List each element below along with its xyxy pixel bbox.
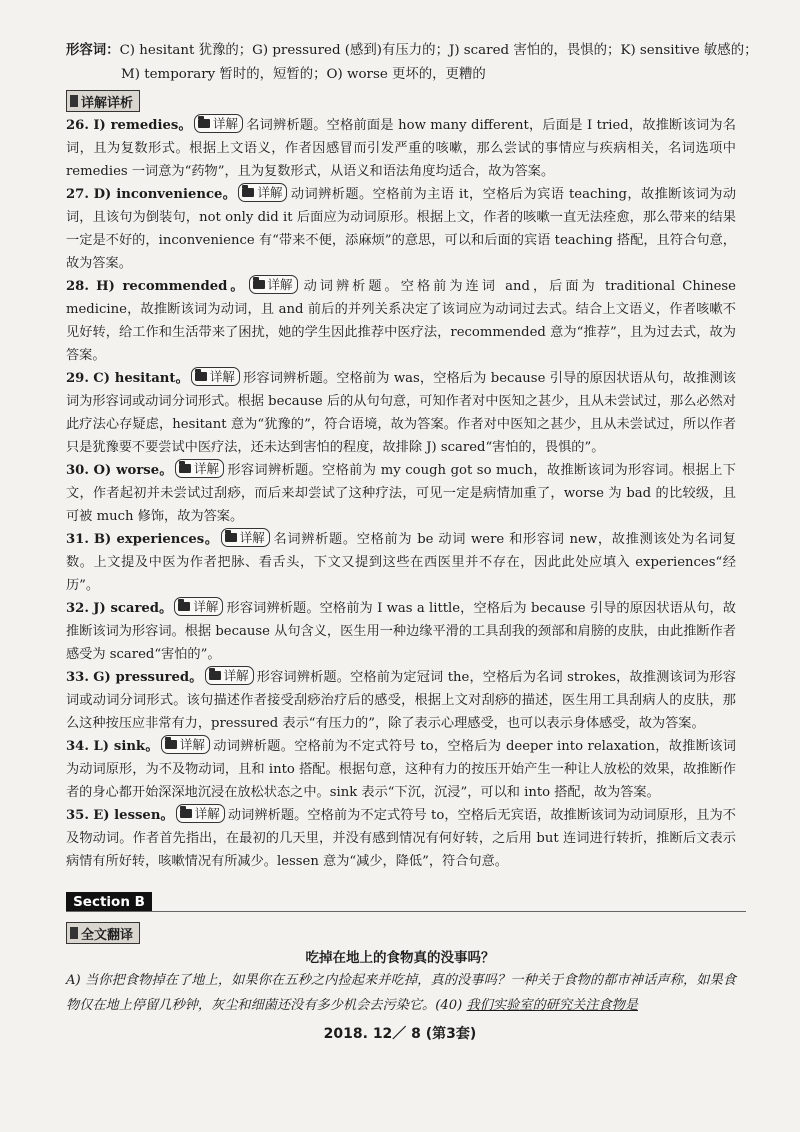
item-explanation: 动词辨析题。空格前为不定式符号 to，空格后为 deeper into relaxation，故推断该词为动词原形，为不及物动词，且和 into 搭配。根据句意，这种有力的按压开始产生一种让人放松的效果，故推断作者的身心都开始深深地沉浸在放松状态之中。sink 表示“下沉，沉浸”，可以和 into 搭配，故为答案。 xyxy=(66,739,736,800)
explanation-item xyxy=(66,735,736,804)
detail-badge-label: 详解 xyxy=(193,599,219,614)
detail-badge xyxy=(174,597,223,616)
detail-badge-label: 详解 xyxy=(239,530,265,545)
item-answer: G) pressured。 xyxy=(93,670,203,685)
translation-paragraph xyxy=(66,968,736,1018)
folder-icon xyxy=(179,464,191,473)
detail-badge xyxy=(175,459,224,478)
item-number: 30. xyxy=(66,463,89,478)
item-answer: B) experiences。 xyxy=(93,532,219,547)
explanation-item xyxy=(66,183,736,275)
detail-badge-label: 详解 xyxy=(179,737,205,752)
explanation-item xyxy=(66,114,736,183)
explanation-item xyxy=(66,666,736,735)
item-explanation: 形容词辨析题。空格前为 was，空格后为 because 引导的原因状语从句，故推测该词为形容词或动词分词形式。根据 because 后的从句句意，可知作者对中医知之甚少，且从未尝试过，那么必然对此疗法心存疑虑，hesitant 意为“犹豫的”，符合语境，故为答案。作者对中医知之甚少，且从未尝试过，所以作者只是犹豫要不要尝试中医疗法，还未达到害怕的程度，故排除 J) scared“害怕的，畏惧的”。 xyxy=(66,371,736,455)
item-number: 33. xyxy=(66,670,89,685)
section-b-heading: Section B xyxy=(66,892,152,912)
detail-badge-label: 详解 xyxy=(193,461,219,476)
item-answer: E) lessen。 xyxy=(93,808,174,823)
adjective-line-2: M) temporary 暂时的，短暂的；O) worse 更坏的，更糟的 xyxy=(121,67,486,82)
folder-icon xyxy=(209,671,221,680)
folder-icon xyxy=(242,188,254,197)
explanation-item xyxy=(66,597,736,666)
detail-badge-label: 详解 xyxy=(209,369,235,384)
item-number: 28. xyxy=(66,279,89,294)
page-footer: 2018. 12／ 8 (第3套) xyxy=(323,1026,477,1042)
folder-icon xyxy=(225,533,237,542)
detail-badge-label: 详解 xyxy=(267,277,293,292)
item-explanation: 动词辨析题。空格前为主语 it，空格后为宾语 teaching，故推断该词为动词，且该句为倒装句，not only did it 后面应为动词原形。根据上文，作者的咳嗽一直无法痊愈，那么带来的结果一定是不好的，inconvenience 有“带来不便，添麻烦”的意思，可以和后面的宾语 teaching 搭配，且符合句意，故为答案。 xyxy=(66,187,737,271)
detail-badge xyxy=(176,804,225,823)
item-number: 29. xyxy=(66,371,89,386)
item-explanation: 名词辨析题。空格前为 be 动词 were 和形容词 new，故推测该处为名词复数。上文提及中医为作者把脉、看舌头，下文又提到这些在西医里并不存在，因此此处应填入 experiences“经历”。 xyxy=(66,532,736,593)
item-number: 31. xyxy=(66,532,89,547)
item-answer: H) recommended。 xyxy=(96,279,247,294)
item-answer: O) worse。 xyxy=(93,463,173,478)
explanation-item xyxy=(66,459,736,528)
item-answer: C) hesitant。 xyxy=(93,371,189,386)
folder-icon xyxy=(178,602,190,611)
item-explanation: 动词辨析题。空格前为连词 and，后面为 traditional Chinese medicine，故推断该词为动词，且 and 前后的并列关系决定了该词应为动词过去式。结合上文语义，作者咳嗽不见好转，给工作和生活带来了困扰，她的学生因此推荐中医疗法，recommended 意为“推荐”，且为过去式，故为答案。 xyxy=(66,279,736,363)
adjective-label: 形容词： xyxy=(66,42,120,58)
explanation-item xyxy=(66,367,736,459)
item-explanation: 动词辨析题。空格前为不定式符号 to，空格后无宾语，故推断该词为动词原形，且为不及物动词。作者首先指出，在最初的几天里，并没有感到情况有何好转，之后用 but 连词进行转折，推断后文表示病情有所好转，咳嗽情况有所减少。lessen 意为“减少，降低”，符合句意。 xyxy=(66,808,736,869)
full-translation-label: 全文翻译 xyxy=(81,927,134,943)
detail-badge xyxy=(191,367,240,386)
folder-icon xyxy=(180,809,192,818)
translation-underlined-text: 我们实验室的研究关注食物是 xyxy=(466,998,638,1013)
detail-badge xyxy=(238,183,287,202)
detail-badge-label: 详解 xyxy=(194,806,220,821)
detail-badge xyxy=(161,735,210,754)
item-answer: J) scared。 xyxy=(93,601,173,616)
item-answer: L) sink。 xyxy=(93,739,159,754)
item-number: 35. xyxy=(66,808,89,823)
section-divider xyxy=(66,911,746,912)
item-explanation: 形容词辨析题。空格前为 my cough got so much，故推断该词为形容词。根据上下文，作者起初并未尝试过刮痧，而后来却尝试了这种疗法，可见一定是病情加重了，worse 为 bad 的比较级，且可被 much 修饰，故为答案。 xyxy=(66,463,736,524)
translation-text: A) 当你把食物掉在了地上，如果你在五秒之内捡起来并吃掉，真的没事吗？一种关于食物的都市神话声称，如果食物仅在地上停留几秒钟，灰尘和细菌还没有多少机会去污染它。(40) xyxy=(66,973,736,1013)
folder-icon xyxy=(198,119,210,128)
detail-analysis-label: 详解详析 xyxy=(81,95,134,111)
explanation-item xyxy=(66,528,736,597)
folder-icon xyxy=(165,740,177,749)
translation-title: 吃掉在地上的食物真的没事吗？ xyxy=(305,950,495,966)
detail-badge xyxy=(249,275,298,294)
folder-icon xyxy=(253,280,265,289)
item-explanation: 名词辨析题。空格前面是 how many different，后面是 I tried，故推断该词为名词，且为复数形式。根据上文语义，作者因感冒而引发严重的咳嗽，那么尝试的事情应与疾病相关，名词选项中 remedies 一词意为“药物”，且为复数形式，从语义和语法角度均适合，故为答案。 xyxy=(66,118,736,179)
detail-badge xyxy=(205,666,254,685)
banner-bar-icon xyxy=(70,95,78,107)
item-explanation: 形容词辨析题。空格前为定冠词 the，空格后为名词 strokes，故推测该词为形容词或动词分词形式。该句描述作者接受刮痧治疗后的感受，根据上文对刮痧的描述，医生用工具刮病人的皮肤，那么这种按压应非常有力，pressured 表示“有压力的”，除了表示心理感受，也可以表示身体感受，故为答案。 xyxy=(66,670,736,731)
item-number: 26. xyxy=(66,118,89,133)
adjective-list xyxy=(66,38,766,87)
detail-badge-label: 详解 xyxy=(257,185,283,200)
detail-badge xyxy=(221,528,270,547)
item-number: 34. xyxy=(66,739,89,754)
answer-explanations xyxy=(66,114,736,873)
detail-badge-label: 详解 xyxy=(223,668,249,683)
detail-badge xyxy=(194,114,243,133)
item-answer: D) inconvenience。 xyxy=(93,187,237,202)
banner-bar-icon xyxy=(70,927,78,939)
item-explanation: 形容词辨析题。空格前为 I was a little，空格后为 because 引导的原因状语从句，故推断该词为形容词。根据 because 从句含义，医生用一种边缘平滑的工具刮我的颈部和肩膀的皮肤，由此推断作者感受为 scared“害怕的”。 xyxy=(66,601,736,662)
item-answer: I) remedies。 xyxy=(93,118,192,133)
detail-badge-label: 详解 xyxy=(212,116,238,131)
item-number: 32. xyxy=(66,601,89,616)
adjective-line-1: C) hesitant 犹豫的；G) pressured (感到)有压力的；J) scared 害怕的，畏惧的；K) sensitive 敏感的； xyxy=(119,43,758,58)
folder-icon xyxy=(195,372,207,381)
detail-analysis-banner xyxy=(66,90,140,112)
explanation-item xyxy=(66,804,736,873)
explanation-item xyxy=(66,275,736,367)
full-translation-banner xyxy=(66,922,140,944)
item-number: 27. xyxy=(66,187,89,202)
